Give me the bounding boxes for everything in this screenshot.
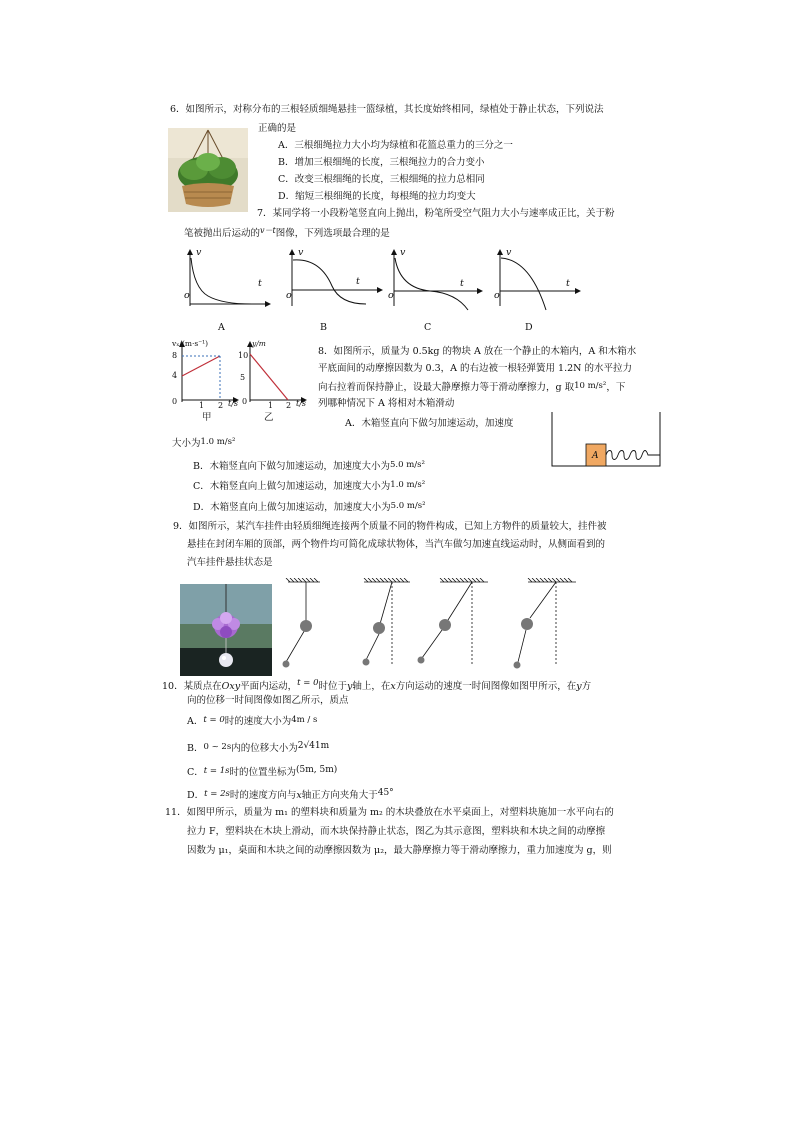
graph-jia-caption: 甲	[202, 412, 212, 423]
q6-stem-line1: 6．如图所示，对称分布的三根轻质细绳悬挂一篮绿植，其长度始终相同，绿植处于静止状态，下列说法	[170, 104, 604, 115]
q6-stem-line2: 正确的是	[258, 123, 297, 134]
q7-graph-b	[292, 250, 382, 306]
q7-b-o-label: o	[286, 290, 292, 301]
box-spring-diagram	[550, 410, 662, 468]
q10-option-a: A．t = 0时的速度大小为4m / s	[187, 715, 318, 727]
q9-stem-line3: 汽车挂件悬挂状态是	[187, 557, 273, 568]
graph-yi-caption: 乙	[264, 412, 274, 423]
box-a-label: A	[592, 451, 599, 461]
q7-label-a: A	[218, 322, 225, 333]
q7-graph-c	[394, 250, 482, 310]
q7-d-v-label: v	[506, 247, 512, 258]
q7-c-o-label: o	[388, 290, 394, 301]
q11-stem-line3: 因数为 μ₁，桌面和木块之间的动摩擦因数为 μ₂，最大静摩擦力等于滑动摩擦力，重力加速度为 g，则	[187, 845, 612, 856]
q8-option-a-line1: A．木箱竖直向下做匀加速运动，加速度	[345, 418, 514, 429]
q6-option-c: C．改变三根细绳的长度，三根细绳的拉力总相同	[278, 174, 485, 185]
q9-stem-line2: 悬挂在封闭车厢的顶部，两个物件均可简化成球状物体，当汽车做匀加速直线运动时，从侧面看到的	[187, 539, 606, 550]
graph-jia-tick-2: 2	[218, 401, 224, 410]
q8-stem-line3: 向右拉着而保持静止，设最大静摩擦力等于滑动摩擦力，g 取10 m/s²，下	[318, 381, 626, 393]
q7-a-v-label: v	[196, 247, 202, 258]
q8-option-d: D．木箱竖直向上做匀加速运动，加速度大小为5.0 m/s²	[193, 501, 426, 513]
graph-jia-tick-4: 4	[172, 371, 178, 380]
q6-option-b: B．增加三根细绳的长度，三根绳拉力的合力变小	[278, 157, 485, 168]
graph-yi-y-label: y/m	[252, 339, 266, 348]
q7-d-o-label: o	[494, 290, 500, 301]
q7-a-o-label: o	[184, 290, 190, 301]
q7-c-t-label: t	[460, 278, 464, 289]
graph-yi-tick-2: 2	[286, 401, 292, 410]
q8-stem-line2: 平底面间的动摩擦因数为 0.3，A 的右边被一根轻弹簧用 1.2N 的水平拉力	[318, 363, 632, 374]
graph-jia-tick-8: 8	[172, 351, 178, 360]
q8-option-b: B．木箱竖直向下做匀加速运动，加速度大小为5.0 m/s²	[193, 460, 425, 472]
q7-b-v-label: v	[298, 247, 304, 258]
q11-stem-line1: 11．如图甲所示，质量为 m₁ 的塑料块和质量为 m₂ 的木块叠放在水平桌面上，对塑料块施加一水平向右的	[165, 807, 614, 818]
q8-stem-line4: 列哪种情况下 A 将相对木箱滑动	[318, 398, 455, 409]
q6-option-a: A．三根细绳拉力大小均为绿植和花篮总重力的三分之一	[278, 140, 513, 151]
q8-option-a-line2: 大小为1.0 m/s²	[172, 437, 236, 449]
q7-d-t-label: t	[566, 278, 570, 289]
graph-yi-tick-0: 0	[242, 397, 248, 406]
q7-label-c: C	[424, 322, 432, 333]
q8-option-c: C．木箱竖直向上做匀加速运动，加速度大小为1.0 m/s²	[193, 480, 426, 492]
q7-c-v-label: v	[400, 247, 406, 258]
graph-yi-tick-10: 10	[238, 351, 249, 360]
graph-jia-y-label: vₓ/(m·s⁻¹)	[172, 339, 209, 348]
q10-option-c: C．t = 1s时的位置坐标为(5m, 5m)	[187, 765, 338, 778]
q7-label-b: B	[320, 322, 327, 333]
graph-jia-x-label: t/s	[228, 399, 239, 408]
q7-a-t-label: t	[258, 278, 262, 289]
graph-jia-tick-1: 1	[199, 401, 205, 410]
graph-yi-x-label: t/s	[296, 399, 307, 408]
q11-stem-line2: 拉力 F，塑料块在木块上滑动，而木块保持静止状态，图乙为其示意图，塑料块和木块之间的动摩擦	[187, 826, 606, 837]
q10-stem-line2: 向的位移一时间图像如图乙所示，质点	[187, 695, 349, 706]
graph-yi-tick-1: 1	[268, 401, 274, 410]
q6-option-d: D．缩短三根细绳的长度，每根绳的拉力均变大	[278, 191, 476, 202]
q8-stem-line1: 8．如图所示，质量为 0.5kg 的物块 A 放在一个静止的木箱内，A 和木箱水	[318, 346, 637, 357]
graph-jia-tick-0: 0	[172, 397, 178, 406]
q10-option-d: D．t = 2s时的速度方向与x轴正方向夹角大于45°	[187, 788, 394, 801]
q9-pendulum-options	[280, 578, 580, 674]
q7-stem-line2: 笔被抛出后运动的$^{v-t}$图像，下列选项最合理的是	[184, 226, 390, 239]
q10-option-b: B．0 ~ 2s内的位移大小为2√41m	[187, 741, 330, 754]
q7-label-d: D	[525, 322, 533, 333]
graph-yi-tick-5: 5	[240, 373, 246, 382]
q7-stem-line1: 7．某同学将一小段粉笔竖直向上抛出，粉笔所受空气阻力大小与速率成正比，关于粉	[257, 208, 615, 219]
hanging-plant-photo	[168, 128, 248, 212]
q7-b-t-label: t	[356, 276, 360, 287]
car-ornament-photo	[180, 584, 272, 676]
q9-stem-line1: 9．如图所示，某汽车挂件由轻质细绳连接两个质量不同的物件构成，已知上方物件的质量较大，挂件被	[173, 521, 607, 532]
q10-stem-line1: 10．某质点在Oxy平面内运动，t = 0时位于y轴上，在x方向运动的速度一时间图像如图甲所示，在y方	[162, 678, 592, 692]
